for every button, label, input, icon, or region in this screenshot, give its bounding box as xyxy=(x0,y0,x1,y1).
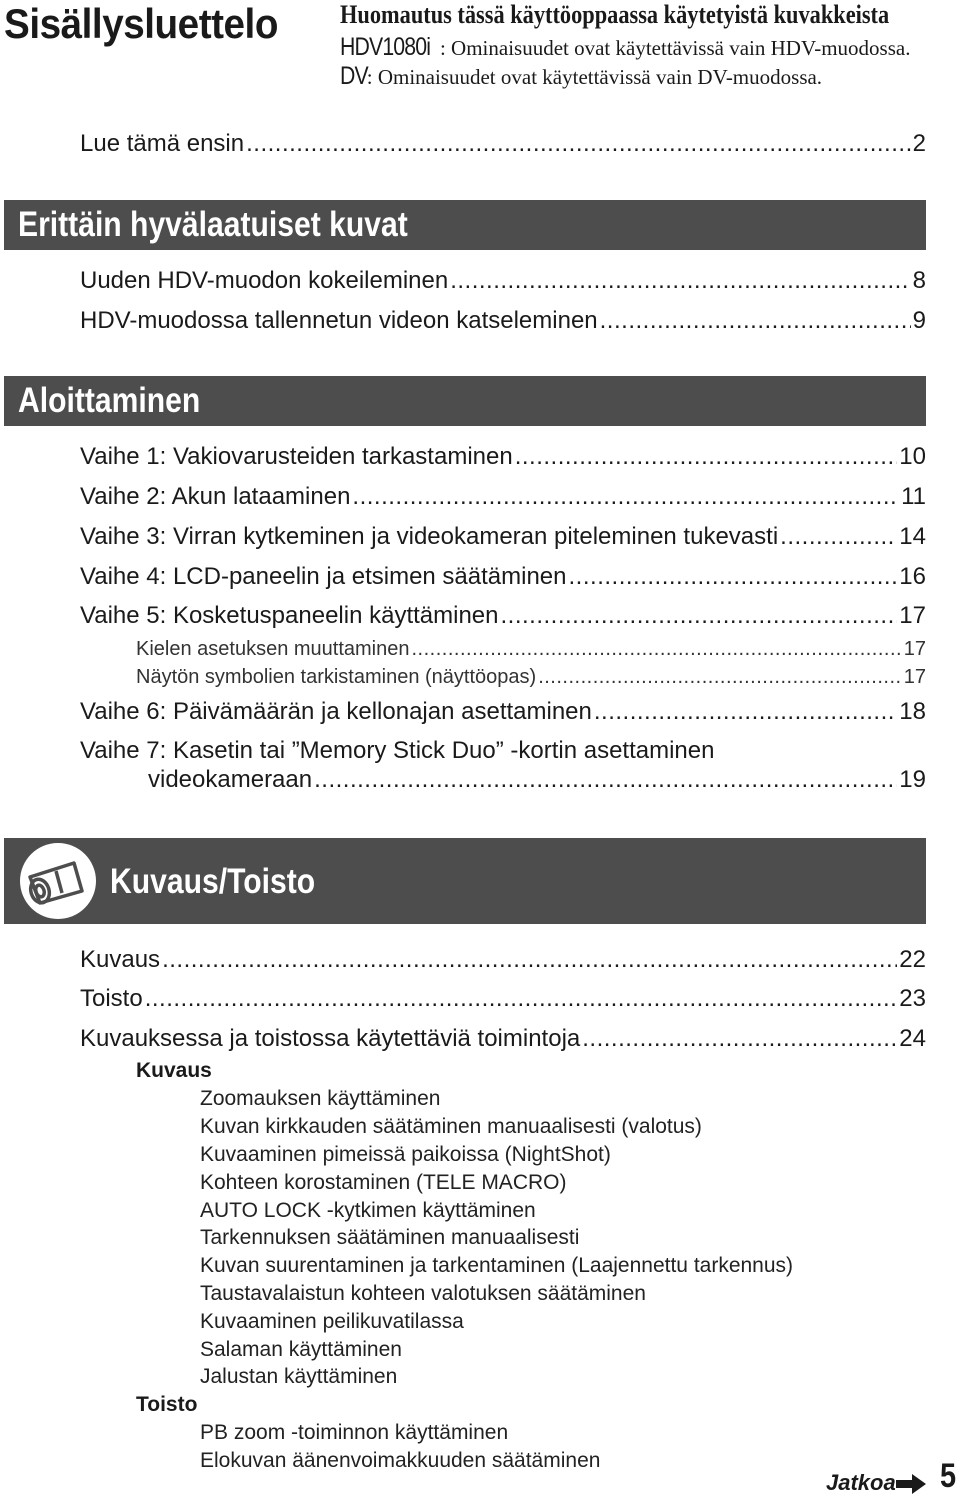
toc-entry-label: Vaihe 2: Akun lataaminen xyxy=(80,483,351,510)
toc-entry[interactable] xyxy=(80,441,926,473)
toc-page-number: 11 xyxy=(901,483,926,510)
toc-entry[interactable] xyxy=(80,1023,926,1055)
arrow-right-icon xyxy=(896,1474,926,1494)
group-heading-playback: Toisto xyxy=(136,1393,198,1416)
toc-entry[interactable] xyxy=(80,944,926,976)
camera-icon xyxy=(16,841,100,921)
toc-page-number: 9 xyxy=(912,307,926,334)
list-item: Kuvaaminen peilikuvatilassa xyxy=(200,1310,464,1333)
list-item: Salaman käyttäminen xyxy=(200,1338,402,1361)
toc-entry-label: Lue tämä ensin xyxy=(80,130,245,157)
toc-entry-label: Vaihe 4: LCD-paneelin ja etsimen säätäminen xyxy=(80,563,567,590)
section-title: Aloittaminen xyxy=(18,381,201,420)
toc-page-number: 17 xyxy=(903,638,926,660)
toc-page-number: 19 xyxy=(899,766,926,793)
toc-entry-intro[interactable] xyxy=(80,128,926,160)
notice-text: : Ominaisuudet ovat käytettävissä vain DV-muodossa. xyxy=(366,65,823,89)
section-title: Kuvaus/Toisto xyxy=(110,862,316,901)
toc-page-number: 14 xyxy=(899,523,926,550)
icon-notice-hdv xyxy=(340,33,910,62)
section-header-getting-started xyxy=(4,376,926,426)
toc-page-number: 10 xyxy=(899,443,926,470)
toc-entry[interactable] xyxy=(80,265,926,297)
toc-entry-label: Vaihe 5: Kosketuspaneelin käyttäminen xyxy=(80,602,499,629)
toc-entry-label: Uuden HDV-muodon kokeileminen xyxy=(80,267,449,294)
toc-entry[interactable] xyxy=(80,600,926,632)
toc-entry-label[interactable]: Vaihe 7: Kasetin tai ”Memory Stick Duo” -kortin asettaminen xyxy=(80,737,715,764)
toc-page-number: 22 xyxy=(899,946,926,973)
toc-entry-label: HDV-muodossa tallennetun videon katseleminen xyxy=(80,307,598,334)
toc-page-number: 17 xyxy=(903,666,926,688)
toc-entry[interactable] xyxy=(80,561,926,593)
toc-entry-label: Vaihe 3: Virran kytkeminen ja videokameran piteleminen tukevasti xyxy=(80,523,779,550)
toc-page-number: 24 xyxy=(899,1025,926,1052)
icon-notice-dv xyxy=(340,62,822,91)
toc-entry-label: Kuvaus xyxy=(80,946,161,973)
list-item: Kuvan kirkkauden säätäminen manuaalisesti (valotus) xyxy=(200,1115,702,1138)
section-title: Erittäin hyvälaatuiset kuvat xyxy=(18,205,408,244)
list-item: AUTO LOCK -kytkimen käyttäminen xyxy=(200,1199,536,1222)
toc-entry-label: Näytön symbolien tarkistaminen (näyttöopas) xyxy=(136,666,537,688)
toc-entry-label-continued: videokameraan xyxy=(148,766,313,793)
toc-entry[interactable] xyxy=(80,305,926,337)
page-title: Sisällysluettelo xyxy=(4,0,278,47)
toc-page-number: 8 xyxy=(912,267,926,294)
toc-entry-label: Kielen asetuksen muuttaminen xyxy=(136,638,410,660)
page-number: 5 xyxy=(940,1457,957,1495)
section-header-hd-images xyxy=(4,200,926,250)
continue-label[interactable]: Jatkoa xyxy=(826,1470,896,1495)
dv-tag: DV xyxy=(340,62,368,90)
toc-entry-label: Toisto xyxy=(80,985,143,1012)
toc-entry-label: Vaihe 6: Päivämäärän ja kellonajan asettaminen xyxy=(80,698,592,725)
list-item: Kohteen korostaminen (TELE MACRO) xyxy=(200,1171,567,1194)
toc-page-number: 18 xyxy=(899,698,926,725)
list-item: Taustavalaistun kohteen valotuksen säätäminen xyxy=(200,1282,646,1305)
list-item: Kuvaaminen pimeissä paikoissa (NightShot) xyxy=(200,1143,611,1166)
toc-entry[interactable] xyxy=(80,481,926,513)
toc-page-number: 23 xyxy=(899,985,926,1012)
toc-entry-label: Kuvauksessa ja toistossa käytettäviä toimintoja xyxy=(80,1025,581,1052)
notice-text: : Ominaisuudet ovat käytettävissä vain HDV-muodossa. xyxy=(439,36,911,60)
toc-page-number: 17 xyxy=(899,602,926,629)
list-item: Tarkennuksen säätäminen manuaalisesti xyxy=(200,1226,580,1249)
toc-page-number: 16 xyxy=(899,563,926,590)
section-header-recording-playback xyxy=(4,838,926,924)
toc-subentry[interactable] xyxy=(136,664,926,690)
toc-subentry[interactable] xyxy=(136,636,926,662)
hdv1080i-tag: HDV1080i xyxy=(340,33,431,61)
list-item: Kuvan suurentaminen ja tarkentaminen (Laajennettu tarkennus) xyxy=(200,1254,794,1277)
toc-entry[interactable] xyxy=(80,983,926,1015)
toc-page-number: 2 xyxy=(912,130,926,157)
group-heading-recording: Kuvaus xyxy=(136,1059,212,1082)
list-item: Jalustan käyttäminen xyxy=(200,1365,398,1388)
toc-entry[interactable] xyxy=(80,521,926,553)
toc-entry-label: Vaihe 1: Vakiovarusteiden tarkastaminen xyxy=(80,443,513,470)
toc-entry[interactable] xyxy=(80,696,926,728)
list-item: PB zoom -toiminnon käyttäminen xyxy=(200,1421,509,1444)
list-item: Zoomauksen käyttäminen xyxy=(200,1087,441,1110)
list-item: Elokuvan äänenvoimakkuuden säätäminen xyxy=(200,1449,601,1472)
icon-notice-heading: Huomautus tässä käyttöoppaassa käytetyistä kuvakkeista xyxy=(340,0,890,29)
toc-entry[interactable] xyxy=(148,764,926,796)
